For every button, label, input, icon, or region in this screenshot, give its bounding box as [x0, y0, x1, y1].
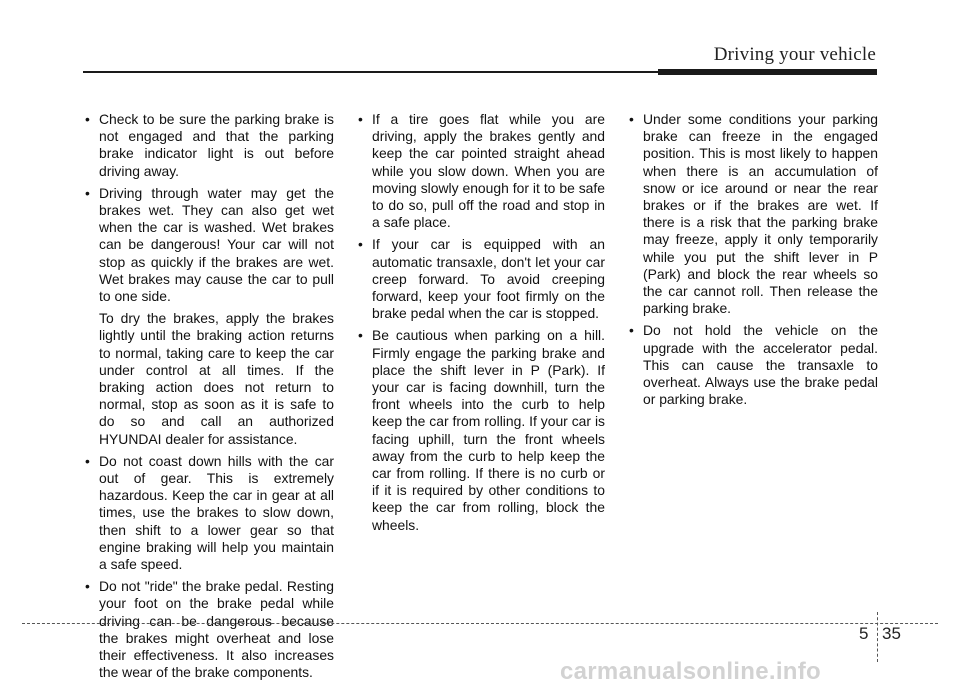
page-number: 35: [882, 624, 901, 643]
bullet-item: • Do not "ride" the brake pedal. Resting your foot on the brake pedal while driving can be dangerous because the brakes might overheat and lose their effectiveness. It also increases the wear of the brake components.: [84, 578, 334, 681]
bullet-item: • Under some conditions your parking brake can freeze in the engaged position. This is most likely to happen when there is an accumulation of snow or ice around or near the rear brakes or if the brakes are wet. If there is a risk that the parking brake may freeze, apply it only temporarily while you put the shift lever in P (Park) and block the rear wheels so the car cannot roll. Then release the parking brake.: [628, 111, 878, 317]
text-column-3: [628, 111, 878, 413]
bullet-item: • Be cautious when parking on a hill. Firmly engage the parking brake and place the shift lever in P (Park). If your car is facing downhill, turn the front wheels into the curb to help keep the car from rolling. If your car is facing uphill, turn the front wheels away from the curb to help keep the car from rolling. If there is no curb or if it is required by other conditions to keep the car from rolling, block the wheels.: [357, 327, 605, 533]
text-column-1: [84, 111, 334, 687]
bullet-item: • If your car is equipped with an automatic transaxle, don't let your car creep forward. To avoid creeping forward, keep your foot firmly on the brake pedal when the car is stopped.: [357, 236, 605, 322]
header-rule-thick: [658, 69, 877, 75]
text-column-2: [357, 111, 605, 539]
header-rule-thin: [83, 71, 658, 73]
bullet-item: • Do not hold the vehicle on the upgrade with the accelerator pedal. This can cause the transaxle to overheat. Always use the brake pedal or parking brake.: [628, 322, 878, 408]
footer-dashed-divider: [877, 612, 878, 662]
chapter-number: 5: [859, 624, 869, 643]
bullet-item: • Do not coast down hills with the car out of gear. This is extremely hazardous. Keep the car in gear at all times, use the brakes to slow down, then shift to a lower gear so that engine braking will help you maintain a safe speed.: [84, 453, 334, 573]
page-header-title: Driving your vehicle: [713, 44, 876, 65]
bullet-item: • Driving through water may get the brakes wet. They can also get wet when the car is washed. Wet brakes can be dangerous! Your car will not stop as quickly if the brakes are wet. Wet brakes may cause the car to pull to one side.: [84, 185, 334, 305]
footer-dashed-rule: [22, 623, 938, 624]
watermark-text: carmanualsonline.info: [560, 658, 822, 685]
bullet-item: • Check to be sure the parking brake is not engaged and that the parking brake indicator light is out before driving away.: [84, 111, 334, 180]
paragraph: To dry the brakes, apply the brakes lightly until the braking action returns to normal, taking care to keep the car under control at all times. If the braking action does not return to normal, stop as soon as it is safe to do so and call an authorized HYUNDAI dealer for assistance.: [99, 310, 334, 447]
bullet-item: • If a tire goes flat while you are driving, apply the brakes gently and keep the car pointed straight ahead while you slow down. When you are moving slowly enough for it to be safe to do so, pull off the road and stop in a safe place.: [357, 111, 605, 231]
